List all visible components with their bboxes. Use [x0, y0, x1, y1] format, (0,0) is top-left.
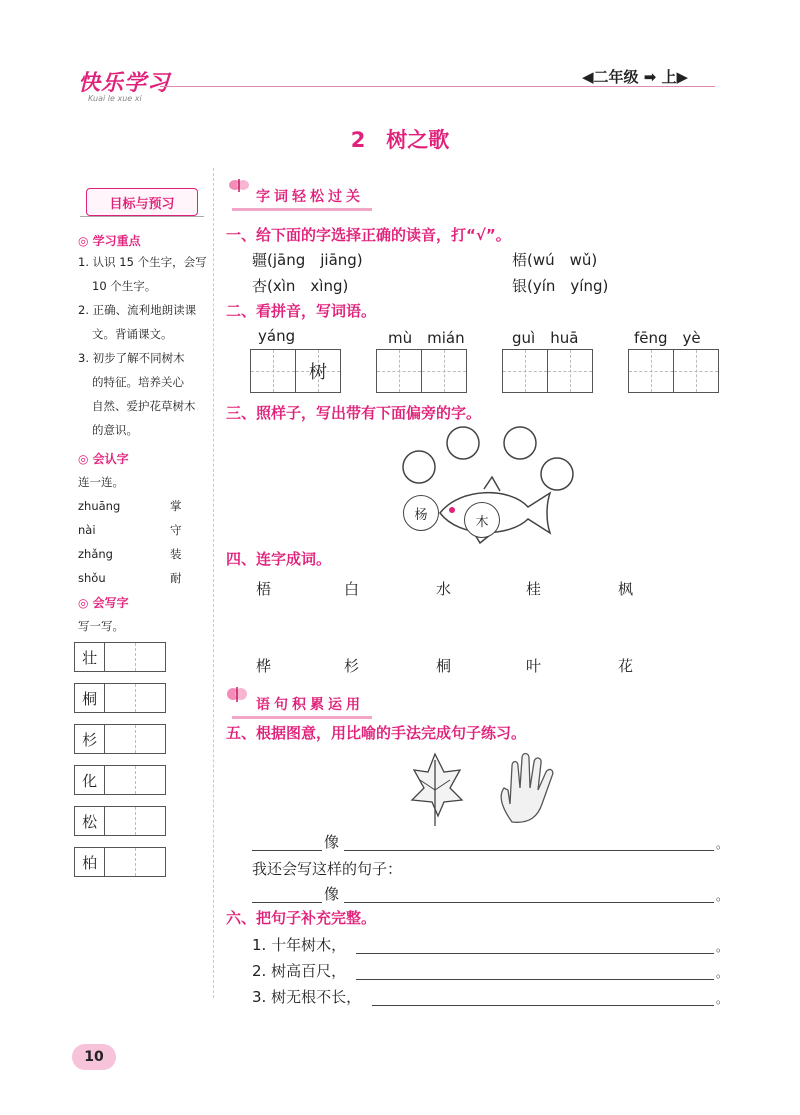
- question-3-title: 三、照样子，写出带有下面偏旁的字。: [226, 404, 482, 422]
- radical-example-bubble: 杨: [403, 495, 439, 531]
- sidebar-divider: [213, 168, 214, 998]
- question-4-title: 四、连字成词。: [226, 550, 332, 568]
- q4-char-bottom[interactable]: 桦: [256, 657, 272, 675]
- q2-pinyin: yáng: [258, 327, 296, 345]
- q4-char-bottom[interactable]: 杉: [344, 657, 360, 675]
- recognize-heading: ◎ 会认字: [78, 452, 129, 466]
- write-char: 柏: [75, 848, 105, 876]
- q4-char-bottom[interactable]: 桐: [436, 657, 452, 675]
- focus-item: 的意识。: [92, 423, 138, 437]
- q5-blank-object-2[interactable]: [344, 884, 714, 903]
- q2-writing-grid[interactable]: [628, 349, 719, 393]
- q5-like-word-2: 像: [324, 885, 340, 903]
- brand-logo-subtitle: Kuai le xue xi: [88, 94, 142, 103]
- focus-item: 2. 正确、流利地朗读课: [78, 303, 197, 317]
- q4-char-top[interactable]: 梧: [256, 580, 272, 598]
- focus-list: [78, 250, 210, 442]
- write-box[interactable]: [74, 806, 166, 836]
- write-prompt: 写一写。: [78, 619, 124, 633]
- write-char: 杉: [75, 725, 105, 753]
- q5-blank-subject[interactable]: [252, 832, 322, 851]
- match-prompt: 连一连。: [78, 475, 124, 489]
- butterfly-icon: [228, 176, 250, 194]
- q5-extra-prompt: 我还会写这样的句子：: [252, 860, 403, 878]
- q4-char-top[interactable]: 枫: [618, 580, 634, 598]
- write-heading: ◎ 会写字: [78, 596, 129, 610]
- match-pinyin-2: zhǎng: [78, 547, 113, 561]
- focus-item: 3. 初步了解不同树木: [78, 351, 185, 365]
- q2-writing-grid[interactable]: [502, 349, 593, 393]
- q6-sentence-1: 1. 十年树木，: [252, 936, 347, 954]
- focus-item: 文。背诵课文。: [92, 327, 173, 341]
- q6-blank-1[interactable]: [356, 935, 714, 954]
- question-2-title: 二、看拼音，写词语。: [226, 302, 377, 320]
- q4-char-bottom[interactable]: 叶: [526, 657, 542, 675]
- match-pinyin-1: nài: [78, 523, 96, 537]
- focus-item: 10 个生字。: [92, 279, 157, 293]
- sidebar-tag-underline: [80, 216, 204, 217]
- write-box[interactable]: [74, 642, 166, 672]
- focus-heading: ◎ 学习重点: [78, 234, 141, 248]
- question-5-title: 五、根据图意，用比喻的手法完成句子练习。: [226, 724, 527, 742]
- write-box[interactable]: [74, 724, 166, 754]
- q4-char-bottom[interactable]: 花: [618, 657, 634, 675]
- section-banner-sentences: 语句积累运用: [232, 694, 372, 719]
- section-banner-words: 字词轻松过关: [232, 186, 372, 211]
- write-box[interactable]: [74, 847, 166, 877]
- brand-logo: 快乐学习: [78, 71, 171, 96]
- focus-item: 自然、爱护花草树木: [92, 399, 196, 413]
- q4-char-top[interactable]: 桂: [526, 580, 542, 598]
- q4-char-top[interactable]: 水: [436, 580, 452, 598]
- q1-item[interactable]: 杏(xìn xìng): [252, 277, 349, 295]
- question-6-title: 六、把句子补充完整。: [226, 909, 377, 927]
- match-char-1: 守: [170, 523, 182, 537]
- q5-blank-subject-2[interactable]: [252, 884, 322, 903]
- q6-sentence-3: 3. 树无根不长，: [252, 988, 362, 1006]
- sidebar-tag: 目标与预习: [86, 188, 198, 216]
- match-char-0: 掌: [170, 499, 182, 513]
- grade-label: ◀二年级 ➡ 上▶: [582, 68, 689, 86]
- write-box[interactable]: [74, 683, 166, 713]
- match-char-3: 耐: [170, 571, 182, 585]
- q2-pinyin: mù mián: [388, 329, 465, 347]
- q4-char-top[interactable]: 白: [344, 580, 360, 598]
- butterfly-icon: [226, 684, 248, 704]
- q2-pinyin: fēng yè: [634, 329, 701, 347]
- leaf-icon: [404, 750, 466, 828]
- q6-blank-2[interactable]: [356, 961, 714, 980]
- q2-writing-grid[interactable]: [250, 349, 341, 393]
- q5-period-2: 。: [716, 889, 729, 903]
- q2-writing-grid[interactable]: [376, 349, 467, 393]
- focus-item: 1. 认识 15 个生字，会写: [78, 255, 207, 269]
- q5-period: 。: [716, 837, 729, 851]
- write-char: 桐: [75, 684, 105, 712]
- question-1-title: 一、给下面的字选择正确的读音，打“√”。: [226, 226, 511, 244]
- q5-like-word: 像: [324, 833, 340, 851]
- match-char-2: 装: [170, 547, 182, 561]
- q2-pinyin: guì huā: [512, 329, 579, 347]
- match-pinyin-3: shǒu: [78, 571, 106, 585]
- match-pinyin-0: zhuāng: [78, 499, 121, 513]
- q5-blank-object[interactable]: [344, 832, 714, 851]
- q2-example-char: 树: [309, 362, 327, 383]
- hand-icon: [494, 748, 566, 826]
- q6-period-3: 。: [716, 992, 729, 1006]
- q1-item[interactable]: 银(yín yíng): [512, 277, 609, 295]
- write-char: 壮: [75, 643, 105, 671]
- q6-blank-3[interactable]: [372, 987, 714, 1006]
- write-char: 化: [75, 766, 105, 794]
- write-box[interactable]: [74, 765, 166, 795]
- radical-bubble: 木: [464, 502, 500, 538]
- focus-item: 的特征。培养关心: [92, 375, 184, 389]
- page-number: 10: [72, 1044, 116, 1070]
- q6-sentence-2: 2. 树高百尺，: [252, 962, 347, 980]
- q6-period-2: 。: [716, 966, 729, 980]
- lesson-title: 2 树之歌: [350, 128, 450, 152]
- write-char: 松: [75, 807, 105, 835]
- q1-item[interactable]: 梧(wú wǔ): [512, 251, 598, 269]
- q6-period-1: 。: [716, 940, 729, 954]
- q1-item[interactable]: 疆(jāng jiāng): [252, 251, 363, 269]
